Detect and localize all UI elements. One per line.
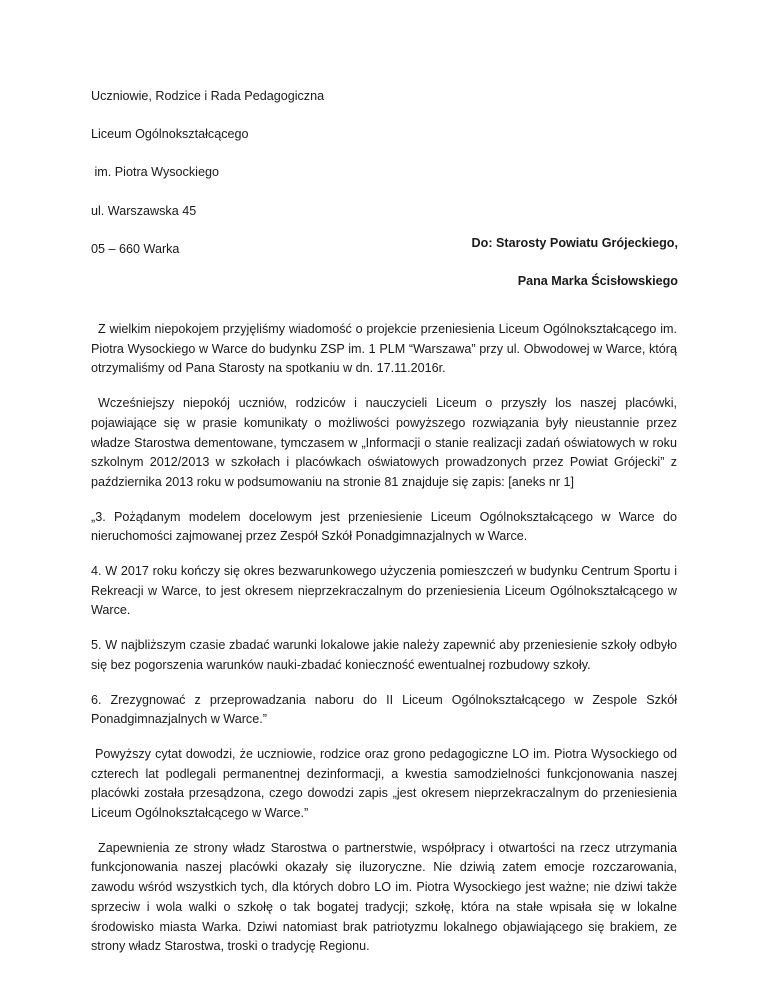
paragraph-assurances: Zapewnienia ze strony władz Starostwa o partnerstwie, współpracy i otwartości na rzecz utrzymania funkcjonowania naszej placówki okazały się iluzoryczne. Nie dziwią zatem emocje rozczarowania, zawodu wśród wszystkich tych, dla których dobro LO im. Piotra Wysockiego jest ważne; nie dziwi także sprzeciw i wola walki o szkołę o tak bogatej tradycji; szkołę, która na stałe wpisała się w lokalne środowisko miasta Warka. Dziwi natomiast brak patriotyzmu lokalnego objawiającego się brakiem, ze strony władz Starostwa, troski o tradycję Regionu. xyxy=(91,840,677,954)
sender-line-street: ul. Warszawska 45 xyxy=(91,203,197,218)
letter-body xyxy=(91,320,677,972)
paragraph-quote-point-4: 4. W 2017 roku kończy się okres bezwarunkowego użyczenia pomieszczeń w budynku Centrum Sportu i Rekreacji w Warce, to jest okresem nieprzekraczalnym do przeniesienia Liceum Ogólnokształcącego w Warce. xyxy=(91,564,677,618)
sender-line-patron: im. Piotra Wysockiego xyxy=(91,165,219,180)
sender-address-block xyxy=(91,90,491,281)
paragraph-quote-conclusion: Powyższy cytat dowodzi, że uczniowie, rodzice oraz grono pedagogiczne LO im. Piotra Wysockiego od czterech lat podlegali permanentnej dezinformacji, a kwestia samodzielności funkcjonowania naszej placówki została przesądzona, czego dowodzi zapis „jest okresem nieprzekraczalnym do przeniesienia Liceum Ogólnokształcącego w Warce.” xyxy=(91,746,677,821)
paragraph-intro: Z wielkim niepokojem przyjęliśmy wiadomość o projekcie przeniesienia Liceum Ogólnokształcącego im. Piotra Wysockiego w Warce do budynku ZSP im. 1 PLM “Warszawa” przy ul. Obwodowej w Warce, którą otrzymaliśmy od Pana Starosty na spotkaniu w dn. 17.11.2016r. xyxy=(91,322,677,376)
sender-line-addressees: Uczniowie, Rodzice i Rada Pedagogiczna xyxy=(91,89,325,103)
paragraph-quote-point-5: 5. W najbliższym czasie zbadać warunki lokalowe jakie należy zapewnić aby przeniesienie szkoły odbyło się bez pogorszenia warunków nauki-zbadać konieczność ewentualnej rozbudowy szkoły. xyxy=(91,638,677,672)
recipient-line-office: Do: Starosty Powiatu Grójeckiego, xyxy=(471,236,678,250)
recipient-block xyxy=(472,237,678,313)
paragraph-earlier-concern: Wcześniejszy niepokój uczniów, rodziców i nauczycieli Liceum o przyszły los naszej placówki, pojawiające się w prasie komunikaty o możliwości powyższego rozwiązania były nieustannie przez władze Starostwa dementowane, tymczasem w „Informacji o stanie realizacji zadań oświatowych w roku szkolnym 2012/2013 w szkołach i placówkach oświatowych prowadzonych przez Powiat Grójecki” z października 2013 roku w podsumowaniu na stronie 81 znajduje się zapis: [aneks nr 1] xyxy=(91,396,677,489)
recipient-line-name: Pana Marka Ścisłowskiego xyxy=(517,274,678,288)
sender-line-postal-city: 05 – 660 Warka xyxy=(91,241,180,256)
paragraph-quote-point-3: „3. Pożądanym modelem docelowym jest przeniesienie Liceum Ogólnokształcącego w Warce do nieruchomości zajmowanej przez Zespół Szkół Ponadgimnazjalnych w Warce. xyxy=(91,509,677,544)
sender-line-school: Liceum Ogólnokształcącego xyxy=(91,127,249,142)
paragraph-quote-point-6: 6. Zrezygnować z przeprowadzania naboru do II Liceum Ogólnokształcącego w Zespole Szkół Ponadgimnazjalnych w Warce.” xyxy=(91,692,677,727)
